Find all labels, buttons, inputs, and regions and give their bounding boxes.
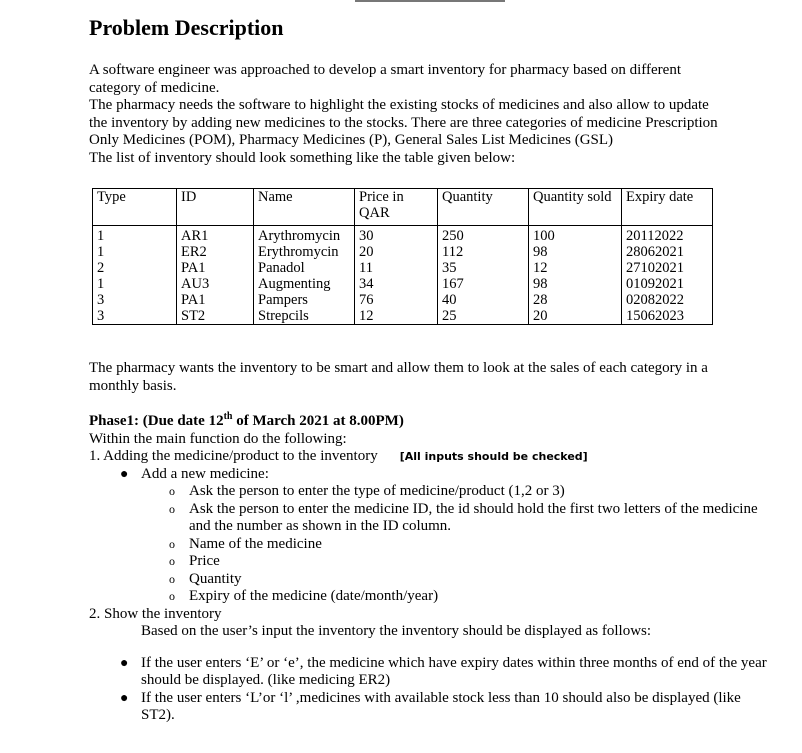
circle-bullet-icon: o <box>169 589 175 603</box>
bullet-icon: ● <box>120 690 129 706</box>
circle-bullet-icon: o <box>169 554 175 568</box>
intro-section <box>89 62 729 167</box>
intro-paragraph-2: The pharmacy needs the software to highlight the existing stocks of medicines and also allow to update the inventory by adding new medicines to the stocks. There are three categories of medicine Prescription Only Medicines (POM), Pharmacy Medicines (P), General Sales List Medicines (GSL) <box>89 97 718 148</box>
cell-id: PA1 <box>177 292 254 308</box>
cell-type: 1 <box>93 276 177 292</box>
cell-price: 12 <box>355 308 438 325</box>
cell-sold: 100 <box>529 226 622 245</box>
table-header-row <box>93 189 713 226</box>
cell-id: PA1 <box>177 260 254 276</box>
sub-item-text: Price <box>189 553 220 569</box>
cell-quantity: 250 <box>438 226 529 245</box>
header-quantity-sold: Quantity sold <box>529 189 622 226</box>
phase-heading <box>89 413 769 431</box>
cell-price: 30 <box>355 226 438 245</box>
cell-expiry: 27102021 <box>622 260 713 276</box>
page-top-rule <box>355 0 505 2</box>
sub-item-text: Name of the medicine <box>189 535 322 552</box>
cell-id: ST2 <box>177 308 254 325</box>
table-row <box>93 244 713 260</box>
cell-price: 76 <box>355 292 438 308</box>
after-table-section <box>89 360 729 395</box>
cell-expiry: 02082022 <box>622 292 713 308</box>
list-item <box>89 501 769 536</box>
cell-name: Strepcils <box>254 308 355 325</box>
bullet-text: If the user enters ‘L’or ‘l’ ,medicines with available stock less than 10 should also be displayed (like ST2). <box>141 689 741 723</box>
cell-type: 3 <box>93 292 177 308</box>
sub-item-text: Quantity <box>189 570 242 587</box>
cell-type: 3 <box>93 308 177 325</box>
cell-sold: 20 <box>529 308 622 325</box>
step-1-title: 1. Adding the medicine/product to the inventory <box>89 448 378 464</box>
cell-type: 1 <box>93 226 177 245</box>
cell-id: AR1 <box>177 226 254 245</box>
header-expiry: Expiry date <box>622 189 713 226</box>
list-item <box>89 588 769 606</box>
cell-name: Arythromycin <box>254 226 355 245</box>
list-item <box>89 536 769 554</box>
bullet-add-medicine <box>89 466 769 484</box>
header-quantity: Quantity <box>438 189 529 226</box>
step-1-line <box>89 448 769 466</box>
table-row <box>93 308 713 325</box>
cell-sold: 12 <box>529 260 622 276</box>
list-item <box>89 690 769 725</box>
step-2-text: Based on the user’s input the inventory the inventory should be displayed as follows: <box>141 623 652 639</box>
header-id: ID <box>177 189 254 226</box>
circle-bullet-icon: o <box>169 536 175 551</box>
bullet-text: If the user enters ‘E’ or ‘e’, the medicine which have expiry dates within three months of end of the year should be displayed. (like medicing ER2) <box>141 654 767 688</box>
page-title: Problem Description <box>89 15 284 40</box>
step-2-title: 2. Show the inventory <box>89 605 222 622</box>
cell-quantity: 35 <box>438 260 529 276</box>
cell-quantity: 112 <box>438 244 529 260</box>
phase-main-line: Within the main function do the following: <box>89 430 347 447</box>
phase-heading-sup: th <box>223 411 233 422</box>
cell-id: ER2 <box>177 244 254 260</box>
list-item <box>89 655 769 690</box>
phase-section <box>89 413 769 725</box>
cell-price: 34 <box>355 276 438 292</box>
cell-name: Panadol <box>254 260 355 276</box>
sub-item-text: Ask the person to enter the type of medicine/product (1,2 or 3) <box>189 483 565 499</box>
cell-id: AU3 <box>177 276 254 292</box>
header-name: Name <box>254 189 355 226</box>
bullet-icon: ● <box>120 466 129 482</box>
cell-expiry: 28062021 <box>622 244 713 260</box>
sub-item-text: Expiry of the medicine (date/month/year) <box>189 588 439 604</box>
after-table-paragraph: The pharmacy wants the inventory to be smart and allow them to look at the sales of each category in a monthly basis. <box>89 360 708 394</box>
cell-quantity: 25 <box>438 308 529 325</box>
list-item <box>89 553 769 571</box>
circle-bullet-icon: o <box>169 501 175 516</box>
sub-item-text: Ask the person to enter the medicine ID, the id should hold the first two letters of the medicine and the number as shown in the ID column. <box>189 500 758 534</box>
cell-quantity: 167 <box>438 276 529 292</box>
cell-sold: 98 <box>529 276 622 292</box>
cell-name: Augmenting <box>254 276 355 292</box>
header-type: Type <box>93 189 177 226</box>
list-item <box>89 483 769 501</box>
table-row <box>93 260 713 276</box>
cell-expiry: 15062023 <box>622 308 713 325</box>
inventory-table <box>92 188 713 325</box>
table-row <box>93 292 713 308</box>
cell-quantity: 40 <box>438 292 529 308</box>
cell-expiry: 01092021 <box>622 276 713 292</box>
bullet-add-label: Add a new medicine: <box>141 465 269 482</box>
cell-sold: 28 <box>529 292 622 308</box>
circle-bullet-icon: o <box>169 484 175 498</box>
phase-heading-prefix: Phase1: (Due date 12 <box>89 413 224 429</box>
cell-name: Erythromycin <box>254 244 355 260</box>
intro-paragraph-3: The list of inventory should look something like the table given below: <box>89 149 516 166</box>
table-row <box>93 276 713 292</box>
phase-heading-suffix: of March 2021 at 8.00PM) <box>232 413 404 429</box>
intro-paragraph-1: A software engineer was approached to develop a smart inventory for pharmacy based on different category of medicine. <box>89 62 682 96</box>
header-price: Price in QAR <box>355 189 438 226</box>
cell-name: Pampers <box>254 292 355 308</box>
cell-price: 20 <box>355 244 438 260</box>
table-row <box>93 226 713 245</box>
list-item <box>89 571 769 589</box>
cell-price: 11 <box>355 260 438 276</box>
bullet-icon: ● <box>120 655 129 671</box>
step-1-note: [All inputs should be checked] <box>399 450 588 463</box>
circle-bullet-icon: o <box>169 571 175 586</box>
cell-type: 1 <box>93 244 177 260</box>
cell-sold: 98 <box>529 244 622 260</box>
cell-type: 2 <box>93 260 177 276</box>
cell-expiry: 20112022 <box>622 226 713 245</box>
